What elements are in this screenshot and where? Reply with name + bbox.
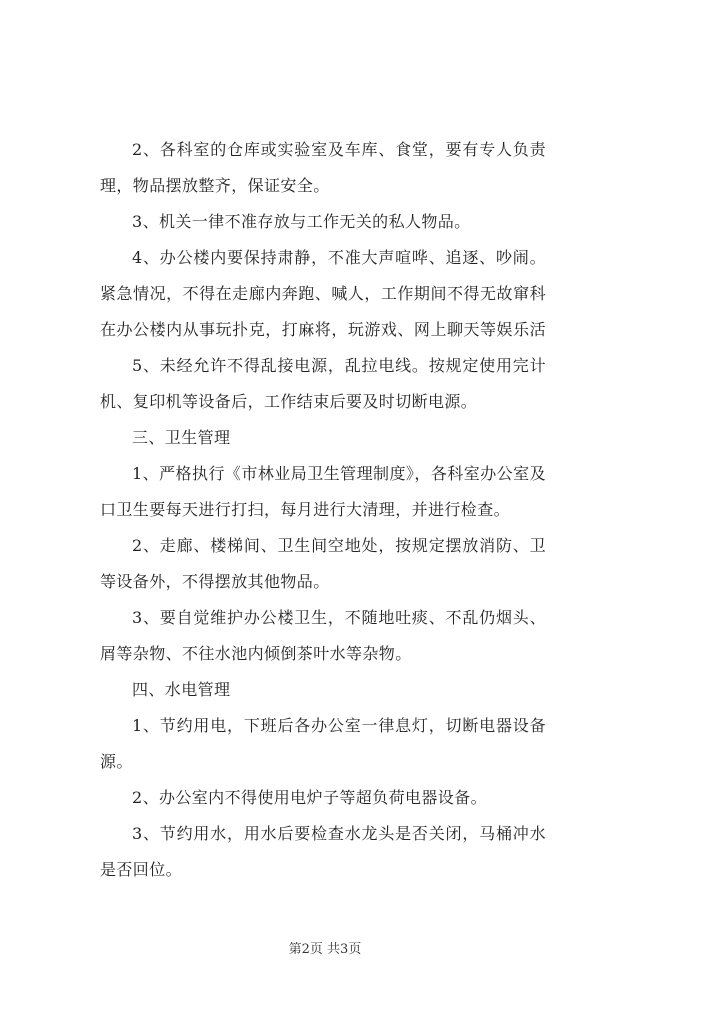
text-line: 紧急情况，不得在走廊内奔跑、喊人，工作期间不得无故窜科 [100,284,546,303]
text-line: 机、复印机等设备后，工作结束后要及时切断电源。 [100,392,478,411]
text-line: 口卫生要每天进行打扫，每月进行大清理，并进行检查。 [100,500,511,519]
text-line: 3、要自觉维护办公楼卫生，不随地吐痰、不乱仍烟头、 [132,608,546,627]
text-line: 四、水电管理 [132,680,231,699]
text-line: 等设备外，不得摆放其他物品。 [100,572,330,591]
document-body [100,132,546,888]
text-line: 屑等杂物、不往水池内倾倒茶叶水等杂物。 [100,644,412,663]
page-footer: 第2页 共3页 [288,942,362,957]
text-line: 4、办公楼内要保持肃静，不准大声喧哗、追逐、吵闹。 [132,248,546,267]
text-line: 理，物品摆放整齐，保证安全。 [100,176,330,195]
text-line: 5、未经允许不得乱接电源，乱拉电线。按规定使用完计 [132,356,546,375]
text-line: 是否回位。 [100,860,183,879]
text-line: 2、办公室内不得使用电炉子等超负荷电器设备。 [132,788,487,807]
text-line: 3、机关一律不准存放与工作无关的私人物品。 [132,212,471,231]
text-line: 2、走廊、楼梯间、卫生间空地处，按规定摆放消防、卫 [132,536,546,555]
text-line: 1、严格执行《市林业局卫生管理制度》，各科室办公室及 [132,464,546,483]
text-line: 三、卫生管理 [132,428,231,447]
text-line: 2、各科室的仓库或实验室及车库、食堂，要有专人负责 [132,140,546,159]
text-line: 1、节约用电，下班后各办公室一律息灯，切断电器设备 [132,716,546,735]
text-line: 3、节约用水，用水后要检查水龙头是否关闭，马桶冲水 [132,824,546,843]
text-line: 在办公楼内从事玩扑克，打麻将，玩游戏、网上聊天等娱乐活 [100,320,546,339]
text-line: 源。 [100,752,133,771]
